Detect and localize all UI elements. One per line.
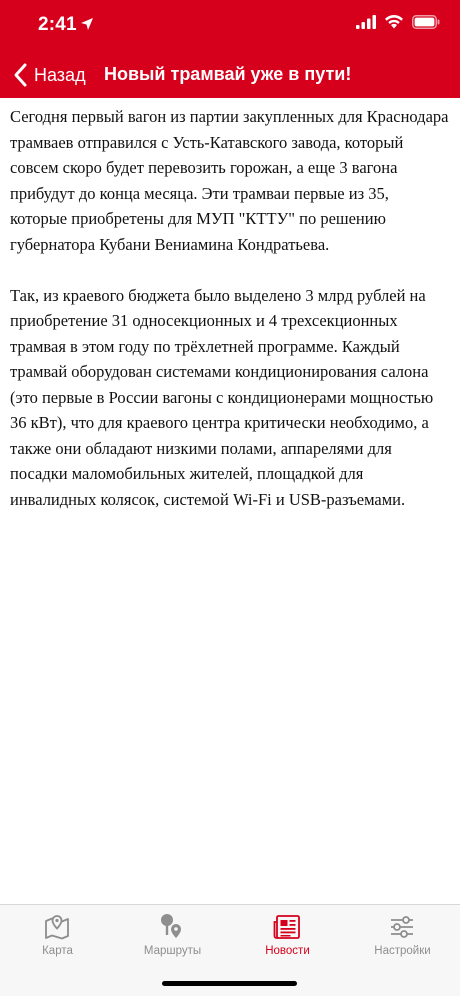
article-paragraph: Сегодня первый вагон из партии закупленных для Краснодара трамваев отправился с Усть-Катавского завода, который совсем скоро будет перевозить горожан, а еще 3 вагона прибудут до конца месяца. Эти трамваи первые из 35, которые приобретены для МУП "КТТУ" по решению губернатора Кубани Вениамина Кондратьева. xyxy=(10,107,449,254)
battery-icon xyxy=(412,15,440,29)
tab-label: Настройки xyxy=(374,945,431,957)
back-button-label: Назад xyxy=(34,64,86,85)
signal-icon xyxy=(356,15,376,29)
tab-map[interactable] xyxy=(0,905,115,969)
navigation-bar xyxy=(0,52,460,96)
wifi-icon xyxy=(384,14,404,29)
back-button[interactable] xyxy=(12,60,86,90)
news-icon xyxy=(272,912,302,942)
tab-news[interactable] xyxy=(230,905,345,969)
news-article-body xyxy=(10,104,450,538)
settings-sliders-icon xyxy=(387,912,417,942)
tab-routes[interactable] xyxy=(115,905,230,969)
location-arrow-icon xyxy=(80,17,94,31)
chevron-left-icon xyxy=(12,62,28,88)
routes-icon xyxy=(157,912,187,942)
status-icons xyxy=(356,14,440,29)
map-icon xyxy=(42,912,72,942)
status-time: 2:41 xyxy=(38,14,77,35)
tab-label: Карта xyxy=(42,945,73,957)
home-indicator xyxy=(162,981,297,986)
tab-label: Маршруты xyxy=(143,945,202,957)
page-title: Новый трамвай уже в пути! xyxy=(104,64,352,84)
tab-settings[interactable] xyxy=(345,905,460,969)
tab-label: Новости xyxy=(265,945,310,957)
status-bar xyxy=(0,0,460,50)
header xyxy=(0,0,460,98)
article-paragraph: Так, из краевого бюджета было выделено 3 млрд рублей на приобретение 31 односекционных и 4 трехсекционных трамвая в этом году по трёхлетней программе. Каждый трамвай оборудован системами кондиционирования салона (это первые в России вагоны с кондиционерами мощностью 36 кВт), что для краевого центра критически необходимо, а также они обладают низкими полами, аппарелями для посадки маломобильных жителей, площадкой для инвалидных колясок, системой Wi-Fi и USB-разъемами. xyxy=(10,285,434,509)
